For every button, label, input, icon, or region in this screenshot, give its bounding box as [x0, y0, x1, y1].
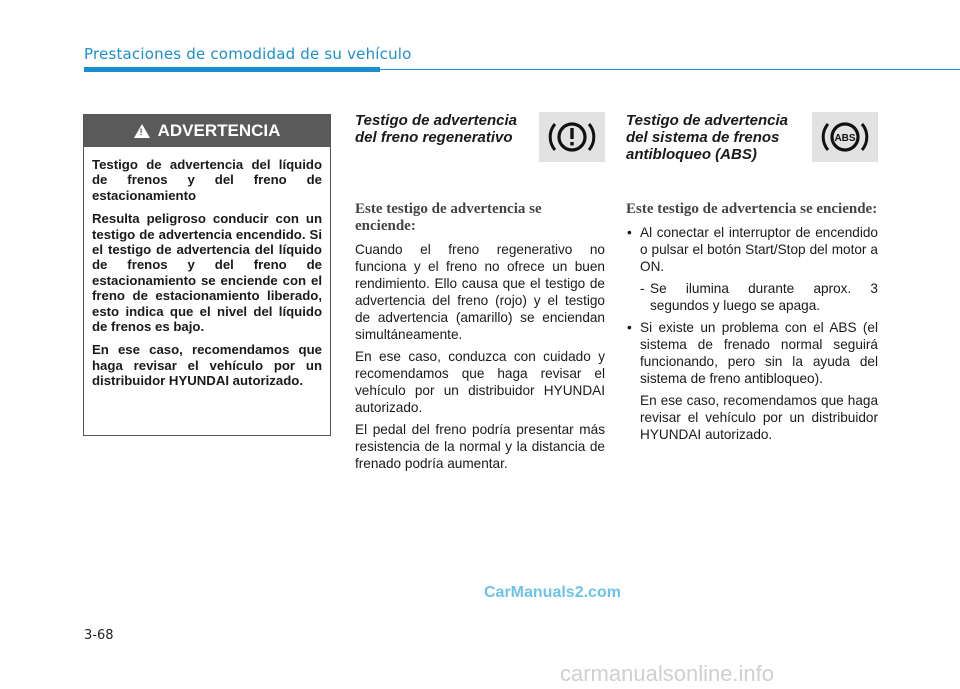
exclamation-circle-icon [539, 112, 605, 162]
warning-header [84, 115, 330, 147]
warning-body [84, 147, 330, 389]
header-divider [380, 69, 960, 70]
list-item: - Se ilumina durante aprox. 3 segundos y luego se apaga. [640, 281, 878, 313]
header-accent-bar [84, 67, 380, 72]
regen-brake-section [355, 112, 605, 477]
abs-icon-text: ABS [834, 133, 856, 144]
list-item: • Al conectar el interruptor de encendido o pulsar el botón Start/Stop del motor a ON. [627, 225, 878, 274]
abs-section-title: Testigo de advertencia del sistema de frenos antibloqueo (ABS) [626, 112, 788, 163]
page-number: 3-68 [84, 628, 114, 643]
abs-subtitle: Este testigo de advertencia se enciende: [626, 201, 878, 217]
abs-after-paragraph: En ese caso, recomendamos que haga revisar el vehículo por un distribuidor HYUNDAI autorizado. [640, 393, 878, 442]
abs-section [626, 112, 878, 448]
abs-bullet-text: Al conectar el interruptor de encendido o pulsar el botón Start/Stop del motor a ON. [640, 225, 878, 274]
abs-icon [812, 112, 878, 162]
page-section-title: Prestaciones de comodidad de su vehículo [84, 45, 412, 63]
warning-triangle-icon: ! [134, 124, 150, 138]
warning-paragraph: Resulta peligroso conducir con un testigo de advertencia encendido. Si el testigo de advertencia del líquido de frenos y del freno de estacionamiento se enciende con el freno de estacionamiento liberado, esto indica que el nivel del líquido de frenos es bajo. [92, 211, 322, 335]
regen-subtitle: Este testigo de advertencia se enciende: [355, 201, 542, 234]
warning-heading: ADVERTENCIA [157, 121, 281, 140]
watermark-top: CarManuals2.com [484, 584, 621, 601]
regen-paragraph: El pedal del freno podría presentar más resistencia de la normal y la distancia de frenado podría aumentar. [355, 422, 605, 471]
abs-dash-text: Se ilumina durante aprox. 3 segundos y luego se apaga. [650, 281, 878, 313]
regen-section-title: Testigo de advertencia del freno regenerativo [355, 112, 517, 146]
abs-bullet-list [626, 224, 878, 275]
watermark-bottom: carmanualsonline.info [560, 661, 775, 686]
list-item: • Si existe un problema con el ABS (el sistema de frenado normal seguirá funcionando, pero sin la ayuda del sistema de freno antibloqueo). [627, 320, 878, 386]
warning-paragraph: En ese caso, recomendamos que haga revisar el vehículo por un distribuidor HYUNDAI autorizado. [92, 342, 322, 389]
abs-bullet-text: Si existe un problema con el ABS (el sistema de frenado normal seguirá funcionando, pero sin la ayuda del sistema de freno antibloqueo). [640, 320, 878, 386]
abs-bullet-list [626, 319, 878, 387]
warning-paragraph: Testigo de advertencia del líquido de frenos y del freno de estacionamiento [92, 157, 322, 203]
regen-paragraph: Cuando el freno regenerativo no funciona y el freno no ofrece un buen rendimiento. Ello causa que el testigo de advertencia del freno (rojo) y el testigo de advertencia (amarillo) se enciendan simultáneamente. [355, 242, 605, 342]
warning-box [83, 114, 331, 436]
regen-paragraph: En ese caso, conduzca con cuidado y recomendamos que haga revisar el vehículo por un distribuidor HYUNDAI autorizado. [355, 349, 605, 415]
